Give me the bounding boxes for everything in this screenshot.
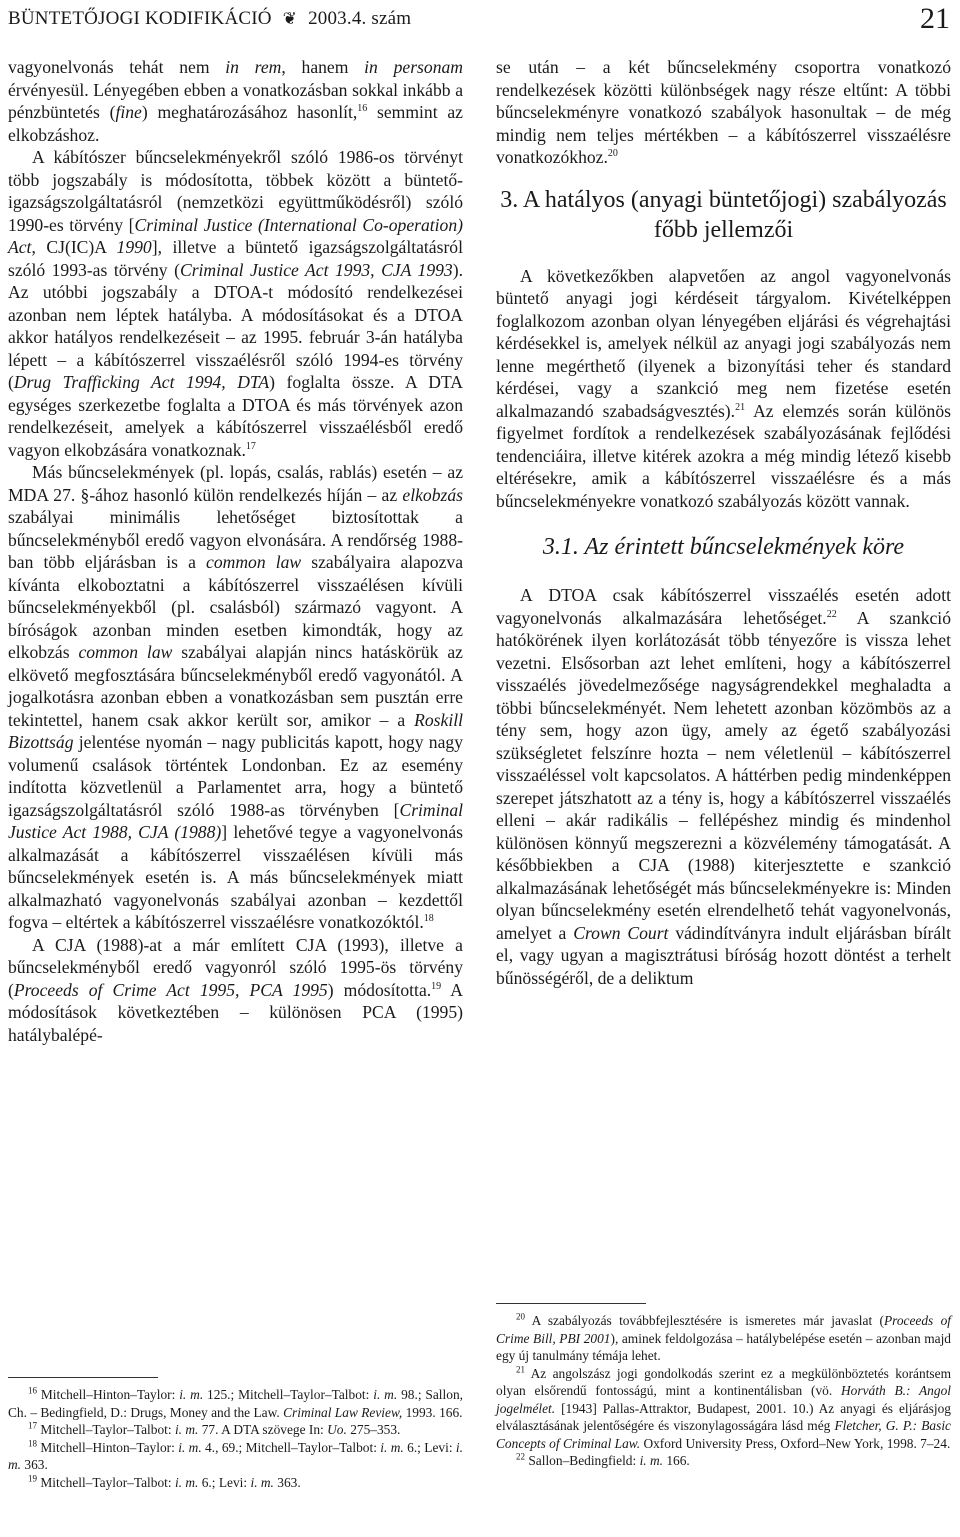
footnote-text: Az angolszász jogi gondolkodás szerint ez a megkülönböztetés korántsem olyan elsőrendű fontosságú, mint a kontinentálisban (vö. Horváth B.: Angol jogelmélet. [1943] Pallas-Attraktor, Budapest, 2001. 10.) Az anyagi és eljárásjog elválasztásának jelentőségére és viszonylagosságára lásd még Fletcher, G. P.: Basic Concepts of Criminal Law. Oxford University Press, Oxford–New York, 1998. 7–24. bbox=[496, 1365, 951, 1451]
issue-label: 2003.4. szám bbox=[308, 8, 412, 29]
journal-name: BÜNTETŐJOGI KODIFIKÁCIÓ bbox=[8, 8, 272, 29]
footnote-number: 17 bbox=[28, 1420, 37, 1431]
footnote-20 bbox=[496, 1312, 951, 1365]
footnote-number: 19 bbox=[28, 1473, 37, 1484]
footnote-text: Mitchell–Hinton–Taylor: i. m. 125.; Mitchell–Taylor–Talbot: i. m. 98.; Sallon, Ch. – Bedingfield, D.: Drugs, Money and the Law. Criminal Law Review, 1993. 166. bbox=[8, 1387, 463, 1420]
paragraph: A következőkben alapvetően az angol vagyonelvonás büntető anyagi jogi kérdéseit tárgyalom. Kivételképpen foglalkozom azonban olyan lényegében eljárási és végrehajtási kérdésekkel is, amelyek nélkül az anyagi jogi szabályozás nem lenne megérthető (ilyenek a bizonyítási teher és standard kérdései, vagy a szankció meg nem fizetése esetén alkalmazandó szabadságvesztés).$^{21}$ Az elemzés során különös figyelmet fordítok a rendelkezések szabályozásának fejlődési tendenciáira, illetve kitérek azokra a még mindig létező kisebb eltérésekre, amik a kábítószerrel visszaélésre és a más bűncselekményekre vonatkozó szabályozás között vannak. bbox=[496, 265, 951, 511]
footnotes-right bbox=[496, 1312, 951, 1470]
paragraph: se után – a két bűncselekmény csoportra vonatkozó rendelkezések közötti különbségek nagy része eltűnt: A többi bűncselekményre vonatkozó szabályok hasonultak – de még mindig nem teljes mértékben – a kábítószerrel visszaélésre vonatkozókhoz.$^{20}$ bbox=[496, 57, 951, 167]
footnote-text: Sallon–Bedingfield: i. m. 166. bbox=[525, 1453, 690, 1468]
footnote-rule bbox=[496, 1303, 646, 1304]
footnotes-left bbox=[8, 1386, 463, 1491]
footnote-text: Mitchell–Taylor–Talbot: i. m. 77. A DTA szövege In: Uo. 275–353. bbox=[37, 1422, 401, 1437]
ornament-icon: ❦ bbox=[282, 9, 298, 28]
footnote-number: 20 bbox=[516, 1311, 525, 1322]
subsection-heading: 3.1. Az érintett bűncselekmények köre bbox=[542, 534, 905, 560]
paragraph: A kábítószer bűncselekményekről szóló 1986-os törvényt több jogszabály is módosította, többek között a büntető-igazságszolgáltatásról (nemzetközi együttműködésről) szóló 1990-es törvény [Criminal Justice (International Co-operation) Act, CJ(IC)A 1990], illetve a büntető igazságszolgáltatásról szóló 1993-as törvény (Criminal Justice Act 1993, CJA 1993). Az utóbbi jogszabály a DTOA-t módosító rendelkezései azonban nem léptek hatályba. A módosításokat és a DTOA akkor hatályos rendelkezéseit – az 1995. február 3-án hatályba lépett – a kábítószerrel visszaélésről szóló 1994-es törvény (Drug Trafficking Act 1994, DTA) foglalta össze. A DTA egységes szerkezetbe foglalta a DTOA és más törvények azon rendelkezéseit, amelyek a kábítószerrel visszaélésből eredő vagyon elkobzására vonatkoznak.$^{17}$ bbox=[8, 147, 463, 460]
footnote-16 bbox=[8, 1386, 463, 1421]
footnote-text: A szabályozás továbbfejlesztésére is ismeretes már javaslat (Proceeds of Crime Bill, PBI 2001), aminek feldolgozása – hatálybelépése esetén – azonban majd egy új tanulmány témája lehet. bbox=[496, 1313, 951, 1363]
right-column bbox=[496, 56, 951, 989]
running-header bbox=[8, 4, 950, 38]
left-column bbox=[8, 56, 463, 1046]
footnote-number: 22 bbox=[516, 1451, 525, 1462]
paragraph: vagyonelvonás tehát nem in rem, hanem in personam érvényesül. Lényegében ebben a vonatkozásban sokkal inkább a pénzbüntetés (fine) meghatározásához hasonlít,$^{16}$ semmint az elkobzáshoz. bbox=[8, 57, 463, 145]
paragraph: Más bűncselekmények (pl. lopás, csalás, rablás) esetén – az MDA 27. §-ához hasonló külön rendelkezés híján – az elkobzás szabályai minimális lehetőséget biztosítottak a bűncselekményből eredő vagyon elvonására. A rendőrség 1988-ban több eljárásban is a common law szabályaira alapozva kívánta elkoboztatni a kábítószerrel visszaélésen kívüli bűncselekményekből (pl. csalásból) származó vagyont. A bíróságok azonban minden esetben kimondták, hogy az elkobzás common law szabályai alapján nincs hatáskörük az elkövető megfosztására bűncselekményből eredő vagyonától. A jogalkotásra azonban ebben a vonatkozásban sem pusztán erre tekintettel, hanem csak akkor került sor, amikor – a Roskill Bizottság jelentése nyomán – nagy publicitás kapott, hogy nagy volumenű csalások történtek Londonban. Ez az esemény indította közvetlenül a Parlamentet arra, hogy a büntető igazságszolgáltatásról szóló 1988-as törvényben [Criminal Justice Act 1988, CJA (1988)] lehetővé tegye a vagyonelvonás alkalmazását a kábítószerrel visszaélésen kívüli más bűncselekmények esetén is. A más bűncselekmények miatt alkalmazható vagyonelvonás szabályai azonban – kezdettől fogva – eltértek a kábítószerrel visszaélésre vonatkozóktól.$^{18}$ bbox=[8, 462, 464, 932]
page-number: 21 bbox=[920, 2, 950, 35]
footnote-number: 18 bbox=[28, 1438, 37, 1449]
footnote-text: Mitchell–Hinton–Taylor: i. m. 4., 69.; Mitchell–Taylor–Talbot: i. m. 6.; Levi: i. m. 363. bbox=[8, 1439, 463, 1472]
footnote-text: Mitchell–Taylor–Talbot: i. m. 6.; Levi: i. m. 363. bbox=[37, 1474, 301, 1490]
journal-title bbox=[8, 8, 411, 30]
footnote-19 bbox=[8, 1474, 463, 1492]
footnote-rule bbox=[8, 1377, 158, 1378]
paragraph: A DTOA csak kábítószerrel visszaélés esetén adott vagyonelvonás alkalmazására lehetőséget.$^{22}$ A szankció hatókörének ilyen korlátozását több tényezőre is vissza lehet vezetni. Elsősorban azt lehet említeni, hogy a kábítószerrel visszaélés jövedelmezősége nagyságrendekkel meghaladta a többi bűncselekményét. Nem lehetett azonban közömbös az a tény sem, hogy azon ügy, amely az égető szabályozási szükségletet felszínre hozta – nem véletlenül – kábítószerrel visszaéléssel volt kapcsolatos. A háttérben pedig mindenképpen szerepet játszhatott az a tény is, hogy a kábítószerrel visszaélés elleni – akár radikális – fellépéshez mindig és mindenhol különösen könnyű megszerezni a közvélemény támogatását. A későbbiekben a CJA (1988) kiterjesztette e szankció alkalmazásának lehetőségét más bűncselekményekre is: Minden olyan bűncselekmény esetén elrendelhető tehát vagyonelvonás, amelyet a Crown Court vádindítványra indult eljárásban bírált el, vagy ugyan a magisztrátusi bíróság hozott döntést a terhelt bűnösségéről, de a deliktum bbox=[496, 585, 951, 988]
footnote-18 bbox=[8, 1439, 463, 1474]
footnote-number: 21 bbox=[516, 1364, 525, 1375]
footnote-17 bbox=[8, 1421, 463, 1439]
section-heading: 3. A hatályos (anyagi büntetőjogi) szabályozás főbb jellemzői bbox=[500, 186, 947, 243]
footnote-21 bbox=[496, 1365, 951, 1453]
footnote-number: 16 bbox=[28, 1385, 37, 1396]
paragraph: A CJA (1988)-at a már említett CJA (1993), illetve a bűncselekményből eredő vagyonról szóló 1995-ös törvény (Proceeds of Crime Act 1995, PCA 1995) módosította.$^{19}$ A módosítások következtében – különösen PCA (1995) hatálybalépé- bbox=[8, 934, 463, 1045]
footnote-22 bbox=[496, 1452, 951, 1470]
